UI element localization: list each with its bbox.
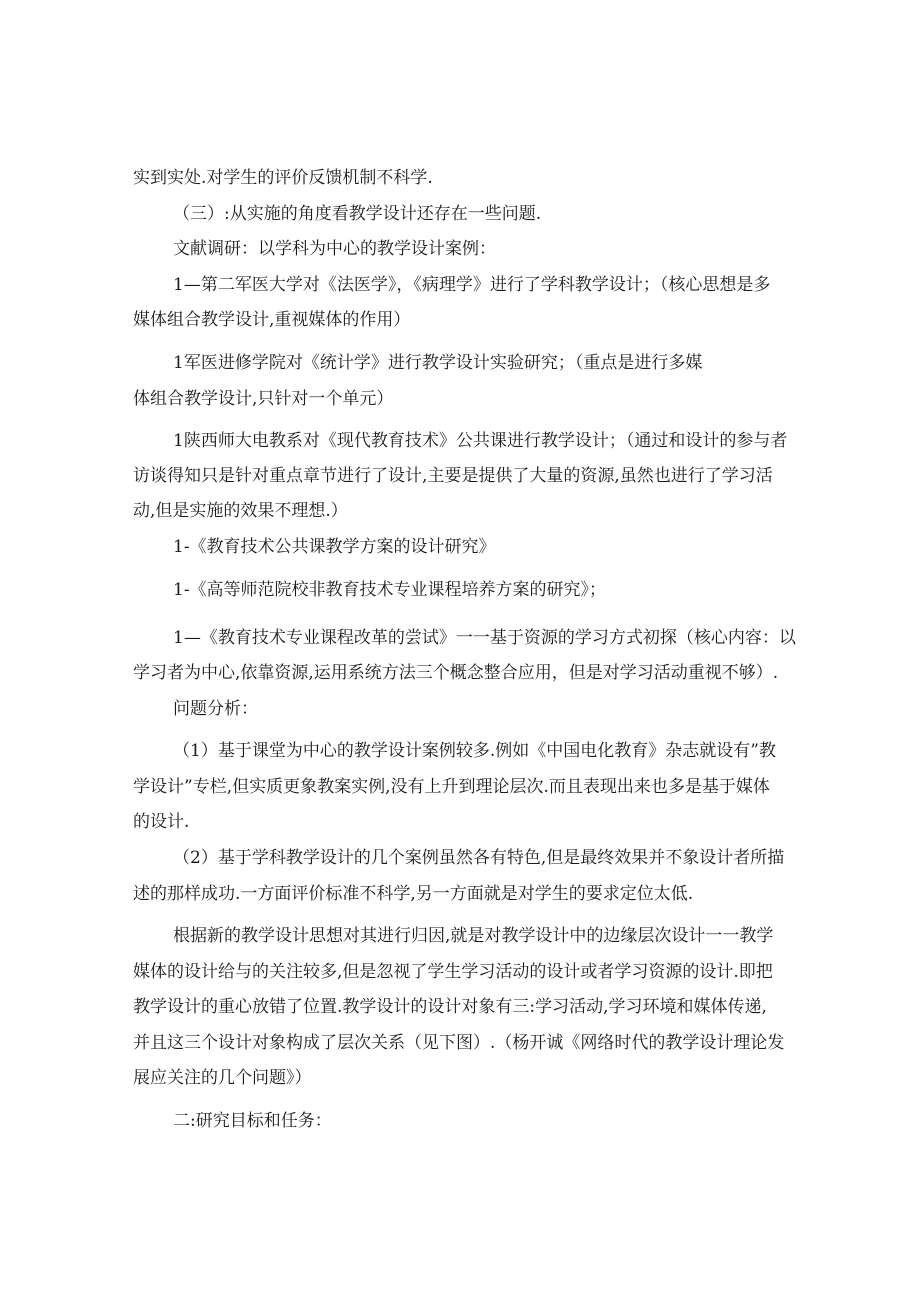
list-item: 1-《高等师范院校非教育技术专业课程培养方案的研究》； — [173, 580, 607, 600]
text-line: 的设计. — [133, 812, 190, 832]
text-line: 学设计”专栏,但实质更象教案实例,没有上升到理论层次.而且表现出来也多是基于媒体 — [133, 777, 770, 797]
list-item: （2）基于学科教学设计的几个案例虽然各有特色,但是最终效果并不象设计者所描 — [173, 848, 785, 868]
text-line: 媒体的设计给与的关注较多,但是忽视了学生学习活动的设计或者学习资源的设计.即把 — [133, 962, 773, 982]
section-heading: （三）:从实施的角度看教学设计还存在一些问题. — [173, 204, 542, 224]
text-line: 实到实处.对学生的评价反馈机制不科学. — [133, 168, 433, 188]
text-line: 并且这三个设计对象构成了层次关系（见下图）.（杨开诚《网络时代的教学设计理论发 — [133, 1033, 785, 1053]
text-line: 学习者为中心,依靠资源,运用系统方法三个概念整合应用，但是对学习活动重视不够）. — [133, 663, 779, 683]
list-item: 1陕西师大电教系对《现代教育技术》公共课进行教学设计；（通过和设计的参与者 — [173, 431, 788, 451]
paragraph-line: 根据新的教学设计思想对其进行归因,就是对教学设计中的边缘层次设计一一教学 — [173, 926, 774, 946]
list-item: 1—《教育技术专业课程改革的尝试》一一基于资源的学习方式初探（核心内容：以 — [173, 628, 796, 648]
list-item: 1军医进修学院对《统计学》进行教学设计实验研究；（重点是进行多媒 — [173, 353, 703, 373]
text-line: 教学设计的重心放错了位置.教学设计的设计对象有三:学习活动,学习环境和媒体传递, — [133, 997, 767, 1017]
text-line: 文献调研：以学科为中心的教学设计案例： — [173, 239, 496, 259]
section-heading: 二:研究目标和任务： — [173, 1111, 332, 1131]
text-line: 展应关注的几个问题》） — [133, 1068, 312, 1088]
text-line: 访谈得知只是针对重点章节进行了设计,主要是提供了大量的资源,虽然也进行了学习活 — [133, 466, 773, 486]
list-item: 1-《教育技术公共课教学方案的设计研究》 — [173, 537, 496, 557]
list-item: 1—第二军医大学对《法医学》，《病理学》进行了学科教学设计；（核心思想是多 — [173, 275, 771, 295]
section-heading: 问题分析： — [173, 699, 258, 719]
list-item: （1）基于课堂为中心的教学设计案例较多.例如《中国电化教育》杂志就设有”教 — [173, 741, 776, 761]
text-line: 动,但是实施的效果不理想.） — [133, 501, 348, 521]
text-line: 媒体组合教学设计,重视媒体的作用） — [133, 310, 411, 330]
text-line: 述的那样成功.一方面评价标准不科学,另一方面就是对学生的要求定位太低. — [133, 884, 694, 904]
text-line: 体组合教学设计,只针对一个单元） — [133, 389, 394, 409]
